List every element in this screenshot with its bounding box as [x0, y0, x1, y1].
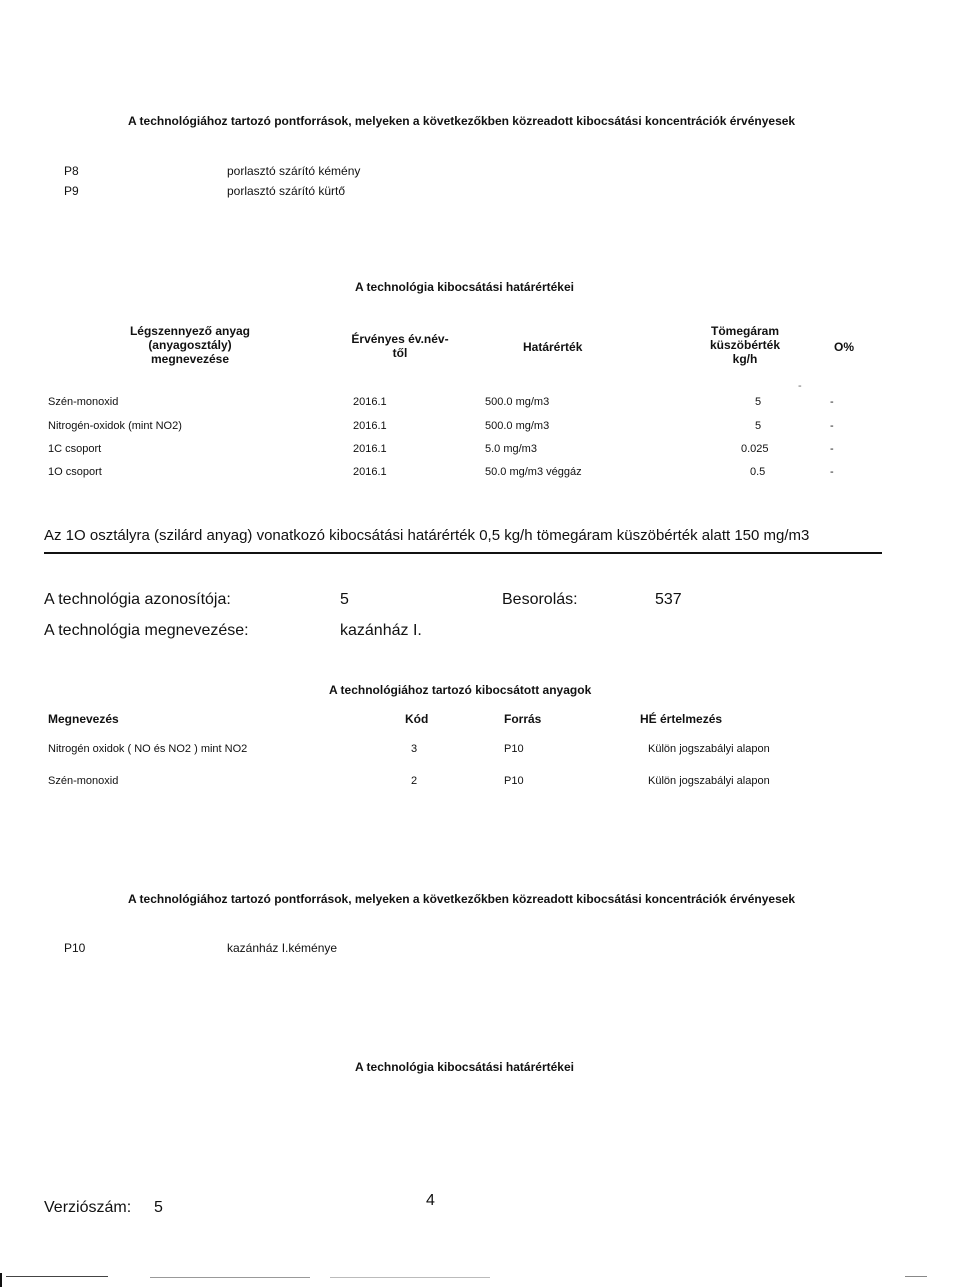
limit-row-name: Nitrogén-oxidok (mint NO2) [48, 420, 182, 432]
limit-row-mass: 5 [755, 396, 762, 408]
technology-name-label: A technológia megnevezése: [44, 622, 249, 639]
technology-id-label: A technológia azonosítója: [44, 591, 231, 608]
emitted-header-code: Kód [405, 712, 429, 726]
source-name: porlasztó szárító kémény [227, 164, 361, 178]
section-title: A technológiához tartozó pontforrások, melyeken a következőkben közreadott kibocsátási koncentrációk érvényesek [128, 892, 796, 906]
limit-row-mass: 0.025 [741, 443, 769, 455]
version-label: Verziószám: [44, 1199, 132, 1216]
header-pollutant: Légszennyező anyag (anyagosztály) megnevezése [129, 324, 251, 366]
limit-row-limit: 5.0 mg/m3 [485, 443, 537, 455]
limit-row-o2: - [830, 443, 834, 455]
source-name: porlasztó szárító kürtő [227, 184, 346, 198]
note-text: Az 1O osztályra (szilárd anyag) vonatkozó kibocsátási határérték 0,5 kg/h tömegáram küszöbérték alatt 150 mg/m3 [44, 527, 810, 544]
source-code: P9 [64, 184, 79, 198]
emitted-title: A technológiához tartozó kibocsátott anyagok [329, 683, 592, 697]
emitted-header-he: HÉ értelmezés [640, 712, 723, 726]
limit-row-limit: 50.0 mg/m3 véggáz [485, 466, 582, 478]
source-code: P8 [64, 164, 79, 178]
note-divider [44, 552, 882, 554]
limit-row-valid: 2016.1 [353, 420, 387, 432]
technology-name-value: kazánház I. [340, 622, 422, 639]
limit-row-name: 1C csoport [48, 443, 102, 455]
emitted-row-code: 3 [411, 743, 418, 755]
emitted-header-name: Megnevezés [48, 712, 119, 726]
limit-row-o2: - [830, 396, 834, 408]
version-value: 5 [154, 1199, 163, 1216]
limit-row-name: Szén-monoxid [48, 396, 119, 408]
header-valid-from: Érvényes év.név- től [351, 332, 449, 360]
stray-mark: - [798, 380, 802, 392]
edge-mark [905, 1276, 927, 1277]
limit-row-limit: 500.0 mg/m3 [485, 396, 550, 408]
header-mass-flow: Tömegáram küszöbérték kg/h [709, 324, 781, 366]
page-number: 4 [426, 1192, 435, 1209]
emitted-row-he: Külön jogszabályi alapon [648, 775, 770, 787]
edge-mark [330, 1277, 490, 1278]
emitted-row-name: Szén-monoxid [48, 775, 119, 787]
header-o2: O% [834, 340, 855, 354]
edge-mark [150, 1277, 310, 1278]
classification-label: Besorolás: [502, 591, 578, 608]
limit-row-valid: 2016.1 [353, 466, 387, 478]
limit-row-mass: 5 [755, 420, 762, 432]
source-name: kazánház I.kéménye [227, 941, 338, 955]
limits-title: A technológia kibocsátási határértékei [355, 280, 574, 294]
limits-title: A technológia kibocsátási határértékei [355, 1060, 574, 1074]
limit-row-name: 1O csoport [48, 466, 102, 478]
emitted-row-name: Nitrogén oxidok ( NO és NO2 ) mint NO2 [48, 743, 248, 755]
limit-row-o2: - [830, 420, 834, 432]
emitted-row-source: P10 [504, 743, 524, 755]
limit-row-valid: 2016.1 [353, 396, 387, 408]
limit-row-limit: 500.0 mg/m3 [485, 420, 550, 432]
classification-value: 537 [655, 591, 682, 608]
technology-id-value: 5 [340, 591, 349, 608]
section-title: A technológiához tartozó pontforrások, melyeken a következőkben közreadott kibocsátási koncentrációk érvényesek [128, 114, 796, 128]
emitted-row-he: Külön jogszabályi alapon [648, 743, 770, 755]
emitted-header-source: Forrás [504, 712, 542, 726]
limit-row-o2: - [830, 466, 834, 478]
emitted-row-source: P10 [504, 775, 524, 787]
edge-mark [0, 1273, 2, 1287]
header-limit: Határérték [523, 340, 583, 354]
emitted-row-code: 2 [411, 775, 418, 787]
edge-mark [6, 1276, 108, 1277]
limit-row-mass: 0.5 [750, 466, 766, 478]
source-code: P10 [64, 941, 86, 955]
limit-row-valid: 2016.1 [353, 443, 387, 455]
